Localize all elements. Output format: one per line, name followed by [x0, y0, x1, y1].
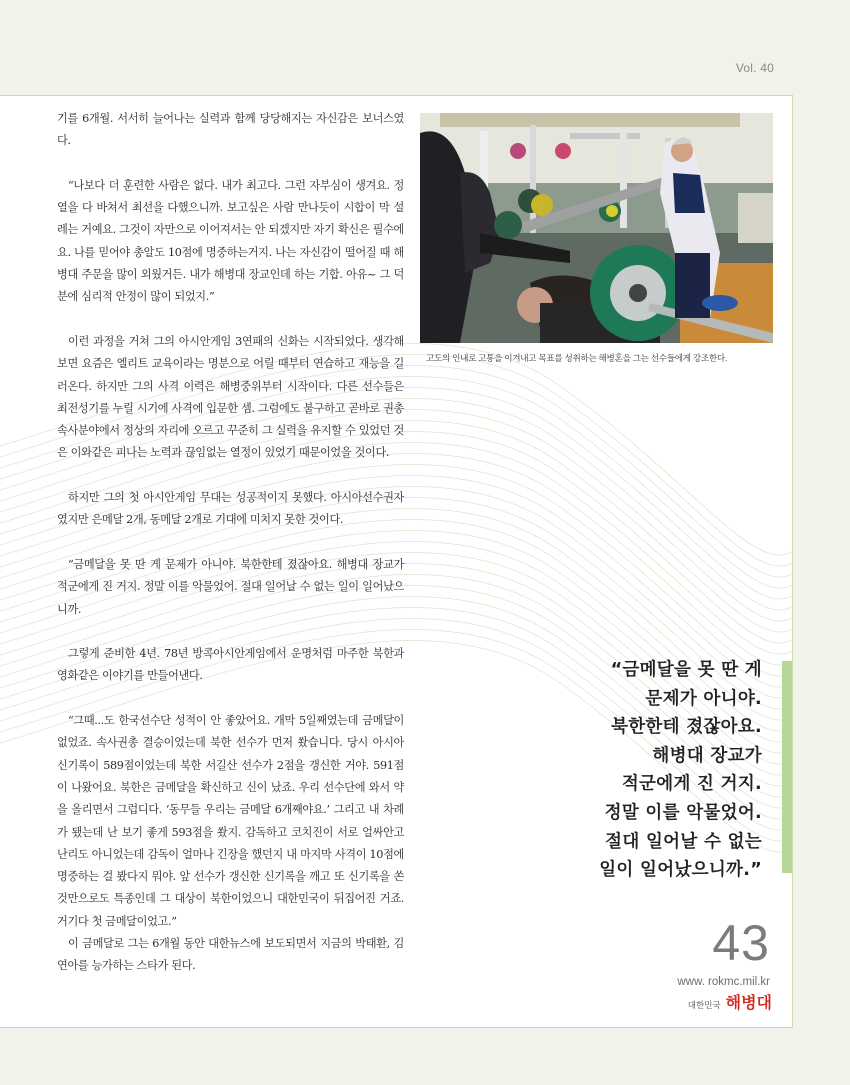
- photo-caption: 고도의 인내로 고통을 이겨내고 목표를 성취하는 해병혼을 그는 선수들에게 강조한다.: [426, 353, 727, 363]
- content-panel: [0, 95, 793, 1028]
- article-paragraph: 그렇게 준비한 4년. 78년 방콕아시안게임에서 운명처럼 마주한 북한과 영화같은 이야기를 만들어낸다.: [57, 647, 404, 683]
- pull-quote-line: 일이 일어났으니까.”: [599, 860, 762, 881]
- article-paragraph: 이런 과정을 거쳐 그의 아시안게임 3연패의 신화는 시작되었다. 생각해보면 요즘은 엘리트 교육이라는 명분으로 어릴 때부터 연습하고 재능을 길러온다. 하지만 그의 사격 이력은 해병중위부터 시작이다. 다른 선수들은 최전성기를 누릴 시기에 사격에 입문한 셈. 그럼에도 불구하고 곧바로 권총 속사분야에서 정상의 자리에 오르고 꾸준히 그 실력을 유지할 수 있었던 것은 이와같은 피나는 노력과 끊임없는 열정이 있었기 때문이었을 것이다.: [57, 334, 404, 460]
- gym-training-photo: [420, 113, 773, 343]
- pull-quote-line: 문제가 아니야.: [645, 688, 762, 709]
- article-paragraph: “나보다 더 훈련한 사람은 없다. 내가 최고다. 그런 자부심이 생겨요. 정열을 다 바쳐서 최선을 다했으니까. 보고싶은 사람 만나듯이 시합이 막 설레는 거예요. 그것이 자만으로 이어져서는 안 되겠지만 자기 확신은 필수에요. 나를 믿어야 총알도 10점에 명중하는거지. 나는 자신감이 떨어질 때 해병대 주문을 많이 외웠거든. 내가 해병대 장교인데 하는 기합. 아유~ 그 덕분에 심리적 안정이 많이 되었지.”: [57, 178, 404, 304]
- website-url[interactable]: www. rokmc.mil.kr: [677, 976, 770, 988]
- article-paragraph: “금메달을 못 딴 게 문제가 아니야. 북한한테 졌잖아요. 해병대 장교가 적군에게 진 거지. 정말 이를 악물었어. 절대 일어날 수 없는 일이 일어났으니까.: [57, 557, 404, 616]
- pull-quote-line: “금메달을 못 딴 게: [610, 660, 762, 680]
- pull-quote-bar: [782, 661, 792, 873]
- brand-name: 해병대: [725, 993, 772, 1012]
- pull-quote-line: 절대 일어날 수 없는: [605, 831, 762, 852]
- pull-quote-line: 적군에게 진 거지.: [621, 774, 762, 795]
- pull-quote: [542, 656, 762, 885]
- brand-country: 대한민국: [687, 1001, 721, 1011]
- pull-quote-line: 정말 이를 악물었어.: [604, 802, 762, 823]
- article-body: [57, 108, 404, 978]
- pull-quote-line: 해병대 장교가: [652, 745, 762, 766]
- pull-quote-line: 북한한테 졌잖아요.: [611, 717, 762, 738]
- article-paragraph: 이 금메달로 그는 6개월 동안 대한뉴스에 보도되면서 지금의 박태환, 김연아를 능가하는 스타가 된다.: [57, 936, 404, 973]
- article-paragraph: “그때...도 한국선수단 성적이 안 좋았어요. 개막 5일째였는데 금메달이 없었죠. 속사권총 결승이었는데 북한 선수가 먼저 쐈습니다. 당시 아시아 신기록이 589점이었는데 북한 서길산 선수가 2점을 갱신한 거야. 591점이 나왔어요. 북한은 금메달을 확신하고 신이 났죠. 우리 선수단에 와서 약을 올리면서 그럽디다. ‘동무들 우리는 금메달 6개째야요.’ 그리고 내 차례가 됐는데 난 보기 좋게 593점을 쐈지. 감독하고 코치진이 서로 얼싸안고 난리도 아니었는데 감독이 얼마나 긴장을 했던지 내 마지막 사격이 10점에 명중하는 걸 봤다지 뭐야. 앞 선수가 갱신한 신기록을 깨고 또 신기록을 쏜 것만으로도 특종인데 그 대상이 북한이었으니 대한민국이 뒤집어진 거죠. 거기다 첫 금메달이었고.”: [57, 714, 404, 928]
- article-paragraph: 기를 6개월. 서서히 늘어나는 실력과 함께 당당해지는 자신감은 보너스였다.: [57, 112, 404, 148]
- page-number: 43: [712, 915, 770, 971]
- volume-label: Vol. 40: [735, 61, 774, 75]
- brand-logo: [688, 990, 772, 1013]
- article-paragraph: 하지만 그의 첫 아시안게임 무대는 성공적이지 못했다. 아시아선수권자였지만 은메달 2개, 동메달 2개로 기대에 미치지 못한 것이다.: [57, 491, 404, 527]
